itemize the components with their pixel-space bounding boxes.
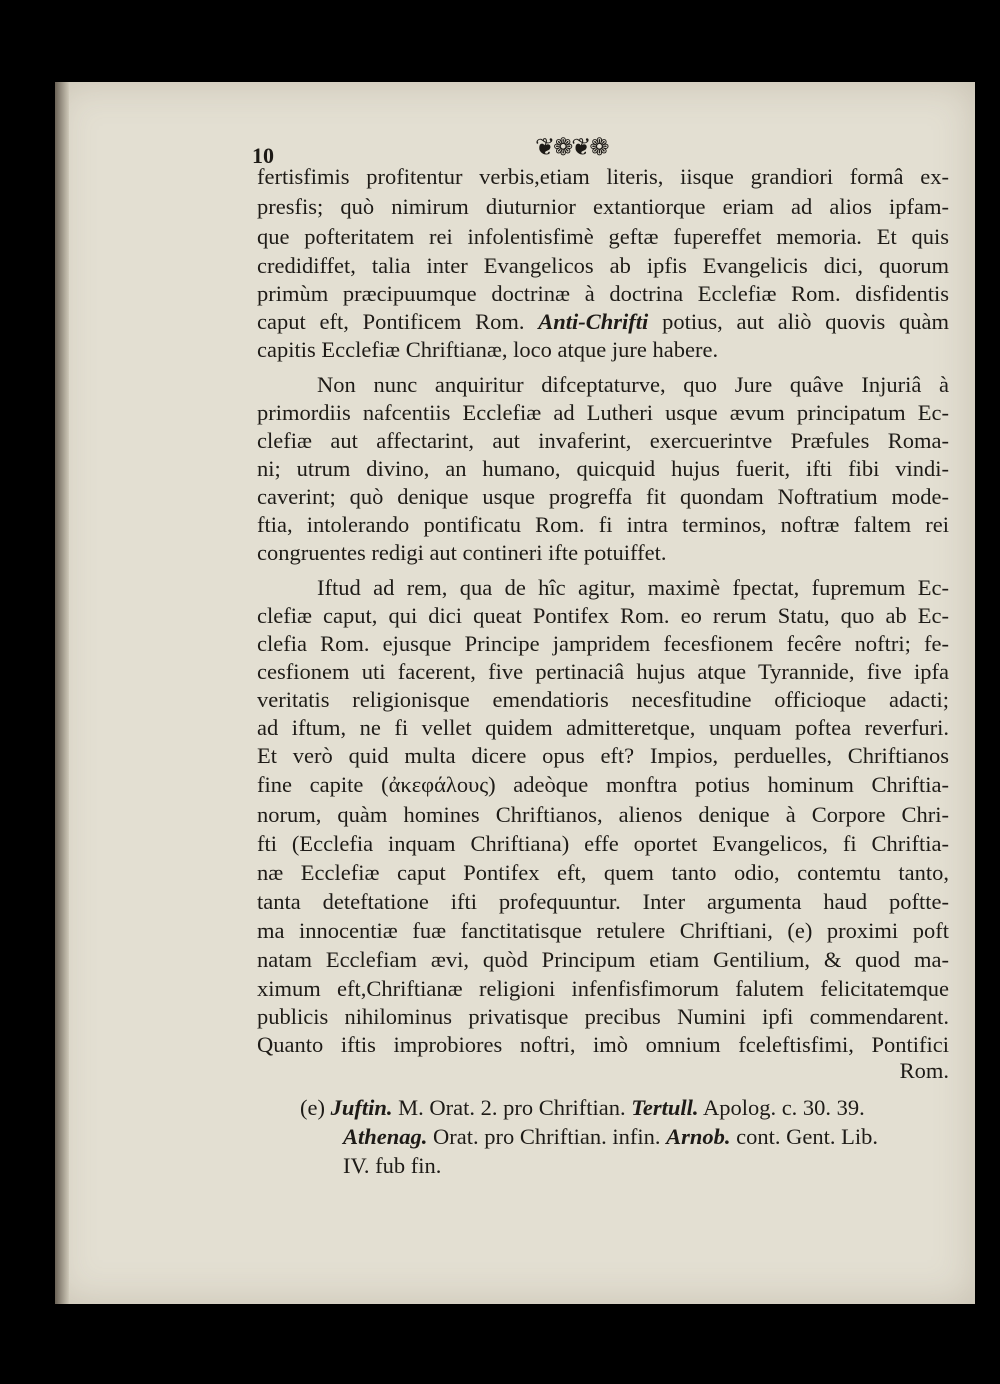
text-line: veritatis religionisque emendatioris necesfitudine officioque adacti; [257,687,949,712]
text-line: fine capite (ἀκεφάλους) adeòque monftra potius hominum Chriftia- [257,772,949,797]
text-span: Apolog. c. 30. 39. [698,1095,865,1120]
text-line: que pofteritatem rei infolentisfimè geftæ fupereffet memoria. Et quis [257,224,949,249]
text-line: næ Ecclefiæ caput Pontifex eft, quem tanto odio, contemtu tanto, [257,860,949,885]
text-line: clefia Rom. ejusque Principe jampridem fecesfionem fecêre noftri; fe- [257,631,949,656]
text-span: potius, aut aliò quovis quàm [648,309,949,334]
text-line: ni; utrum divino, an humano, quicquid hujus fuerit, ifti fibi vindi- [257,456,949,481]
text-line: clefiæ caput, qui dici queat Pontifex Rom. eo rerum Statu, quo ab Ec- [257,603,949,628]
text-line: norum, quàm homines Chriftianos, alienos denique à Corpore Chri- [257,802,949,827]
text-span: cont. Gent. Lib. [730,1124,878,1149]
footnote-marker: (e) [300,1095,325,1120]
text-line: Non nunc anquiritur difceptaturve, quo Jure quâve Injuriâ à [317,372,949,397]
text-line: ma innocentiæ fuæ fanctitatisque retulere Chriftiani, (e) proximi poft [257,918,949,943]
italic-author: Tertull. [631,1095,699,1120]
text-line: Quanto iftis improbiores noftri, imò omnium fceleftisfimi, Pontifici [257,1032,949,1057]
header-ornament: ❦❁❦❁ [535,133,608,161]
text-line: ximum eft,Chriftianæ religioni infenfisfimorum falutem felicitatemque [257,976,949,1001]
italic-author: Athenag. [343,1124,428,1149]
page-number: 10 [252,143,274,168]
text-line: fertisfimis profitentur verbis,etiam literis, iisque grandiori formâ ex- [257,164,949,189]
text-line: publicis nihilominus privatisque precibus Numini ipfi commendarent. [257,1004,949,1029]
italic-author: Arnob. [666,1124,731,1149]
italic-term: Anti-Chrifti [538,309,649,334]
footnote-line: IV. fub fin. [343,1153,442,1178]
text-span: caput eft, Pontificem Rom. [257,309,539,334]
text-line: fti (Ecclefia inquam Chriftiana) effe oportet Evangelicos, fi Chriftia- [257,831,949,856]
text-line: natam Ecclefiam ævi, quòd Principum etiam Gentilium, & quod ma- [257,947,949,972]
text-line: credidiffet, talia inter Evangelicos ab ipfis Evangelicis dici, quorum [257,253,949,278]
text-line: caverint; quò denique usque progreffa fit quondam Noftratium mode- [257,484,949,509]
italic-author: Juftin. [330,1095,393,1120]
catchword: Rom. [899,1058,949,1083]
text-line: primùm præcipuumque doctrinæ à doctrina Ecclefiæ Rom. disfidentis [257,281,949,306]
text-line [257,307,949,337]
text-line: Iftud ad rem, qua de hîc agitur, maximè fpectat, fupremum Ec- [317,575,949,600]
text-line: primordiis nafcentiis Ecclefiæ ad Lutheri usque ævum principatum Ec- [257,400,949,425]
text-line: clefiæ aut affectarint, aut invaferint, exercuerintve Præfules Roma- [257,428,949,453]
page-spine-shadow [55,82,69,1304]
text-span: Orat. pro Chriftian. infin. [427,1124,667,1149]
text-span: M. Orat. 2. pro Chriftian. [392,1095,632,1120]
text-line: capitis Ecclefiæ Chriftianæ, loco atque jure habere. [257,337,719,362]
text-line: presfis; quò nimirum diuturnior extantiorque eriam ad alios ipfam- [257,194,949,219]
text-line: ftia, intolerando pontificatu Rom. fi intra terminos, noftræ faltem rei [257,512,949,537]
text-line: ad iftum, ne fi vellet quidem admitteretque, unquam poftea reverfuri. [257,715,949,740]
footnote-line [343,1122,878,1152]
footnote-line [300,1093,865,1123]
text-line: tanta deteftatione ifti profequuntur. Inter argumenta haud poftte- [257,889,949,914]
text-line: congruentes redigi aut contineri ifte potuiffet. [257,540,667,565]
text-line: cesfionem uti facerent, five pertinaciâ hujus atque Tyrannide, five ipfa [257,659,949,684]
text-line: Et verò quid multa dicere opus eft? Impios, perduelles, Chriftianos [257,743,949,768]
